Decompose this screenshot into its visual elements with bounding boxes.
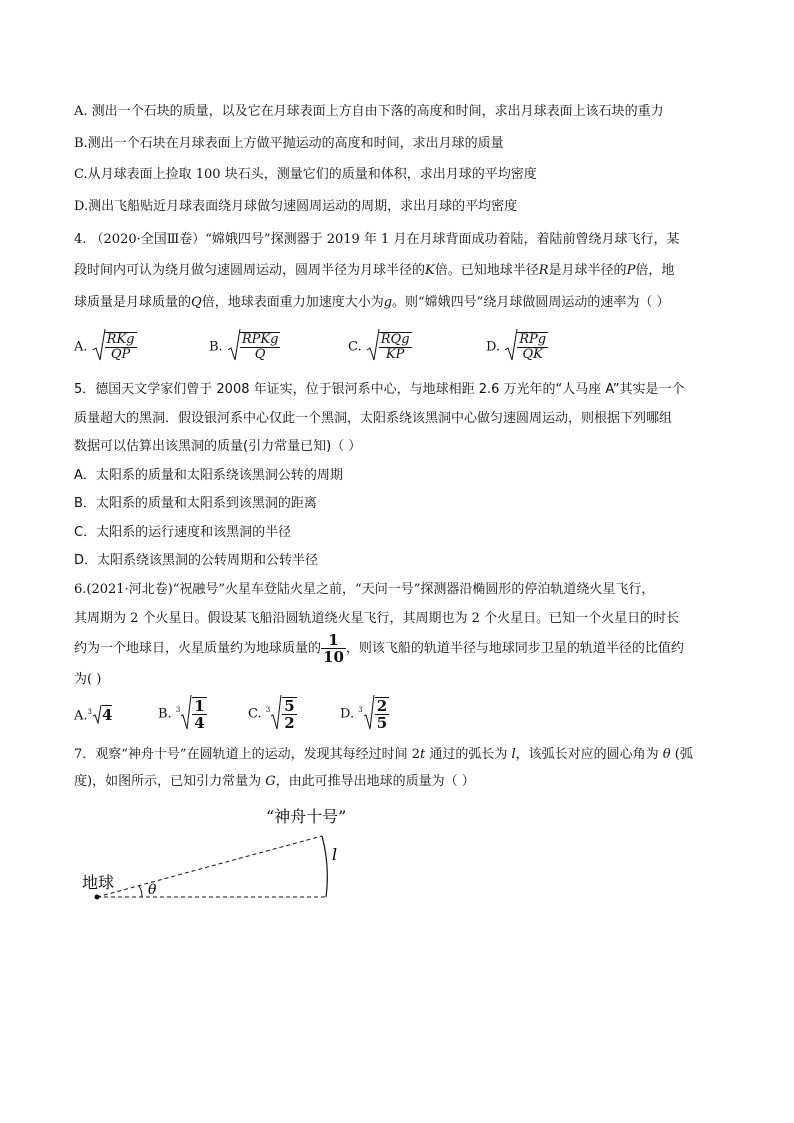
q4-option-d: D. $\frac{\text{RPg}}{QK}$ — [486, 328, 548, 366]
sqrt-icon — [92, 328, 106, 366]
sqrt-icon — [504, 328, 518, 366]
q3-option-d: D.测出飞船贴近月球表面绕月球做匀速圆周运动的周期，求出月球的平均密度 — [74, 199, 518, 214]
q3-option-b: B.测出一个石块在月球表面上方做平抛运动的高度和时间，求出月球的质量 — [74, 136, 504, 151]
q4-option-a: A. $\frac{\text{RKg}}{QP}$ — [74, 328, 137, 366]
q6-option-d: D. $^3$ $\frac{2}{5}$ — [340, 694, 389, 734]
orbit-arc — [322, 836, 327, 897]
q5-option-d: D．太阳系绕该黑洞的公转周期和公转半径 — [74, 553, 319, 568]
q4-stem-line1: 4. （2020·全国Ⅲ卷）“嫦娥四号”探测器于 2019 年 1 月在月球背面成功着陆，着陆前曾绕月球飞行，某 — [74, 232, 680, 247]
q6-option-a: A.$^3$ 4 — [74, 704, 112, 728]
q4-option-b: B. $\frac{\text{RPKg}}{Q}$ — [209, 328, 280, 366]
sqrt-icon — [366, 328, 380, 366]
q5-option-b: B．太阳系的质量和太阳系到该黑洞的距离 — [74, 496, 317, 511]
q6-stem-line4: 为( ) — [74, 672, 102, 687]
earth-label: 地球 — [82, 873, 115, 892]
cbrt-icon — [180, 694, 192, 734]
q5-option-a: A．太阳系的质量和太阳系绕该黑洞公转的周期 — [74, 468, 343, 483]
q5-option-c: C．太阳系的运行速度和该黑洞的半径 — [74, 525, 292, 540]
q6-stem-line1: 6.(2021·河北卷)“祝融号”火星车登陆火星之前，“天问一号”探测器沿椭圆形的停泊轨道绕火星飞行， — [74, 582, 655, 597]
arc-length-label: l — [332, 845, 338, 864]
cbrt-icon — [92, 704, 102, 728]
q7-stem-line1: 7．观察“神舟十号”在圆轨道上的运动，发现其每经过时间 2t 通过的弧长为 l，该弧长对应的圆心角为 θ (弧 — [74, 747, 693, 762]
q4-stem-line3: 球质量是月球质量的Q倍，地球表面重力加速度大小为g。则“嫦娥四号”绕月球做圆周运动的速率为（ ） — [74, 295, 670, 310]
angle-arc — [139, 886, 142, 897]
q6-option-b: B. $^3$ $\frac{1}{4}$ — [158, 694, 207, 734]
orbit-diagram — [70, 800, 390, 910]
q5-stem-line3: 数据可以估算出该黑洞的质量(引力常量已知)（ ） — [74, 439, 362, 454]
q4-stem-line2: 段时间内可认为绕月做匀速圆周运动，圆周半径为月球半径的K倍。已知地球半径R是月球半径的P倍，地 — [74, 263, 675, 278]
q5-stem-line1: 5．德国天文学家们曾于 2008 年证实，位于银河系中心，与地球相距 2.6 万光年的“人马座 A”其实是一个 — [74, 382, 685, 397]
q6-option-c: C. $^3$ $\frac{5}{2}$ — [248, 694, 297, 734]
q3-option-c: C.从月球表面上捡取 100 块石头，测量它们的质量和体积，求出月球的平均密度 — [74, 167, 537, 182]
cbrt-icon — [270, 694, 282, 734]
q6-stem-line2: 其周期为 2 个火星日。假设某飞船沿圆轨道绕火星飞行，其周期也为 2 个火星日。已知一个火星日的时长 — [74, 611, 680, 626]
q7-stem-line2: 度)，如图所示，已知引力常量为 G，由此可推导出地球的质量为（ ） — [74, 774, 475, 789]
radius-upper — [97, 836, 322, 897]
sqrt-icon — [227, 328, 241, 366]
q3-option-a: A. 测出一个石块的质量，以及它在月球表面上方自由下落的高度和时间，求出月球表面上该石块的重力 — [74, 104, 664, 119]
fraction-one-tenth: $\frac{1}{10}$ — [323, 631, 344, 666]
cbrt-icon — [363, 694, 375, 734]
craft-label: “神舟十号” — [266, 807, 347, 826]
q5-stem-line2: 质量超大的黑洞．假设银河系中心仅此一个黑洞，太阳系绕该黑洞中心做匀速圆周运动，则根据下列哪组 — [74, 411, 673, 426]
q6-stem-line3: 约为一个地球日，火星质量约为地球质量的 $\frac{1}{10}$ ，则该飞船的轨道半径与地球同步卫星的轨道半径的比值约 — [74, 631, 684, 666]
q4-option-c: C. $\frac{\text{RQg}}{KP}$ — [348, 328, 412, 366]
angle-label: θ — [148, 882, 157, 898]
